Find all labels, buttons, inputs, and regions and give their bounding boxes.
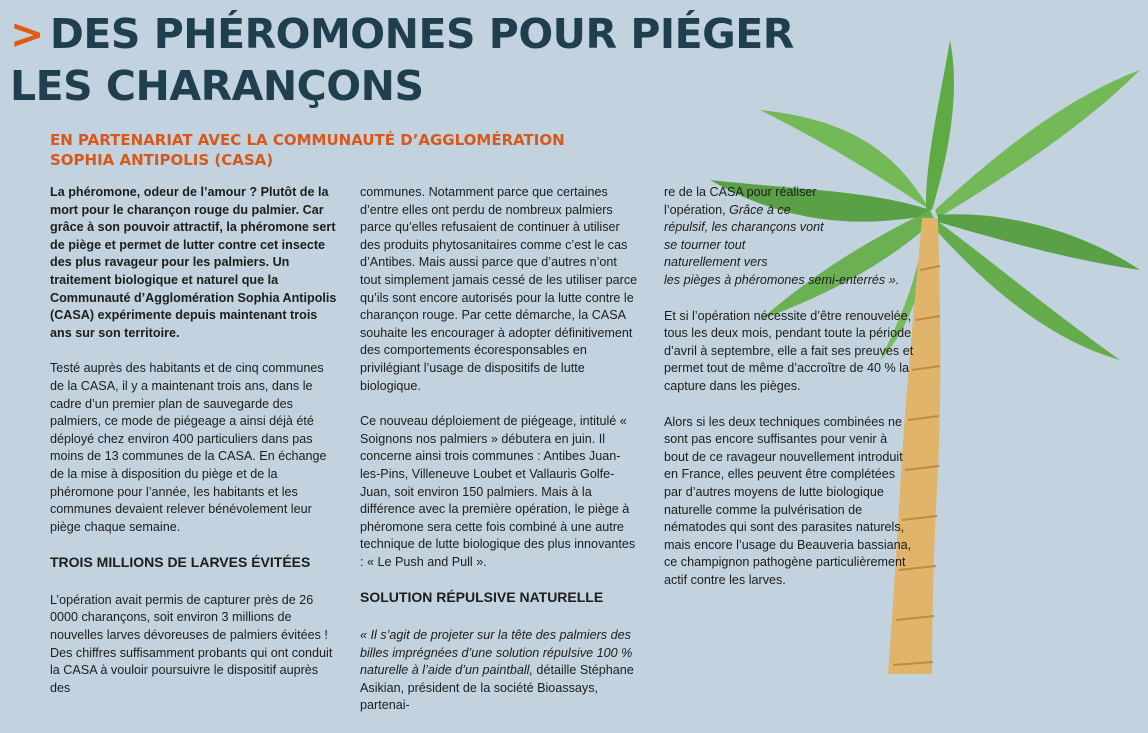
section-heading-solution: SOLUTION RÉPULSIVE NATURELLE — [360, 589, 604, 606]
column-3 — [664, 184, 914, 607]
title-chevron: > — [10, 10, 44, 58]
title-line-1: DES PHÉROMONES POUR PIÉGER — [49, 10, 794, 58]
quote-italic: « Il s’agit de projeter sur la tête des palmiers des billes imprégnées d’une solution répulsive 100 % naturelle à l’aide d’un paintball, — [360, 628, 633, 678]
col2-paragraph-3 — [360, 627, 638, 715]
subtitle-line-1: EN PARTENARIAT AVEC LA COMMUNAUTÉ D’AGGLOMÉRATION — [50, 131, 565, 149]
section-heading-larves: TROIS MILLIONS DE LARVES ÉVITÉES — [50, 554, 311, 571]
lead-paragraph: La phéromone, odeur de l’amour ? Plutôt de la mort pour le charançon rouge du palmier. Car grâce à son pouvoir attractif, la phéromone sert de piège et permet de lutter contre cet insecte des plus ravageur pour les palmiers. Un traitement biologique et naturel que la Communauté d’Agglomération Sophia Antipolis (CASA) expérimente depuis maintenant trois ans sur son territoire. — [50, 185, 337, 340]
col3-p1-regular: re de la CASA pour réaliser l’opération, — [664, 185, 817, 217]
col3-p1-italic: Grâce à ce répulsif, les charançons vont se tourner tout naturellement vers — [664, 202, 824, 270]
quote-attribution: détaille Stéphane Asikian, président de la société Bioassays, partenai- — [360, 663, 634, 713]
col3-paragraph-2: Et si l’opération nécessite d’être renouvelée, tous les deux mois, pendant toute la période d’avril à septembre, elle a fait ses preuves et permet tout de même d’accroître de 40 % la capture dans les pièges. — [664, 308, 914, 393]
article-subtitle — [50, 130, 650, 170]
column-2 — [360, 184, 638, 733]
col3-p1-italic-end: les pièges à phéromones semi-enterrés ». — [664, 272, 900, 287]
col2-paragraph-1: communes. Notamment parce que certaines d’entre elles ont perdu de nombreux palmiers parce qu’elles refusaient de continuer à utiliser des produits phytosanitaires comme c’est le cas d’Antibes. Mais aussi parce que d’autres n’ont tout simplement jamais cessé de les utiliser parce qu’ils sont encore autorisés pour la lutte contre le charançon rouge. Par cette démarche, la CASA souhaite les encourager à adopter définitivement des comportements écoresponsables en privilégiant l’usage de dispositifs de lutte biologique. — [360, 185, 638, 393]
col1-paragraph-1: Testé auprès des habitants et de cinq communes de la CASA, il y a maintenant trois ans, dans le cadre d’un premier plan de sauvegarde des palmiers, ce mode de piégeage a ainsi déjà été déployé chez environ 400 particuliers dans pas moins de 13 communes de la CASA. En échange de la mise à disposition du piège et de la phéromone pour l’année, les habitants et les communes devaient relever bénévolement leur piège chaque semaine. — [50, 361, 327, 534]
title-line-2: LES CHARANÇONS — [10, 62, 424, 110]
col3-paragraph-1 — [664, 184, 914, 290]
column-1 — [50, 184, 340, 715]
col1-paragraph-2: L’opération avait permis de capturer près de 26 0000 charançons, soit environ 3 millions de nouvelles larves dévoreuses de palmiers évitées ! Des chiffres suffisamment probants qui ont conduit la CASA à vouloir poursuivre le dispositif auprès des — [50, 592, 333, 695]
col2-paragraph-2: Ce nouveau déploiement de piégeage, intitulé « Soignons nos palmiers » débutera en juin. Il concerne ainsi trois communes : Antibes Juan-les-Pins, Villeneuve Loubet et Vallauris Golfe-Juan, soit environ 150 palmiers. Mais à la différence avec la première opération, le piège à phéromone sera cette fois combiné à une autre technique de lutte biologique des plus innovantes : « Le Push and Pull ». — [360, 414, 636, 569]
col3-narrow-block — [664, 184, 824, 272]
subtitle-line-2: SOPHIA ANTIPOLIS (CASA) — [50, 151, 274, 169]
col3-paragraph-3: Alors si les deux techniques combinées ne sont pas encore suffisantes pour venir à bout de ce ravageur nouvellement introduit en France, elles peuvent être complétées par d’autres moyens de lutte biologique naturelle comme la pulvérisation de nématodes qui sont des parasites naturels, mais encore l’usage du Beauveria bassiana, ce champignon pathogène particulièrement actif contre les larves. — [664, 414, 912, 587]
